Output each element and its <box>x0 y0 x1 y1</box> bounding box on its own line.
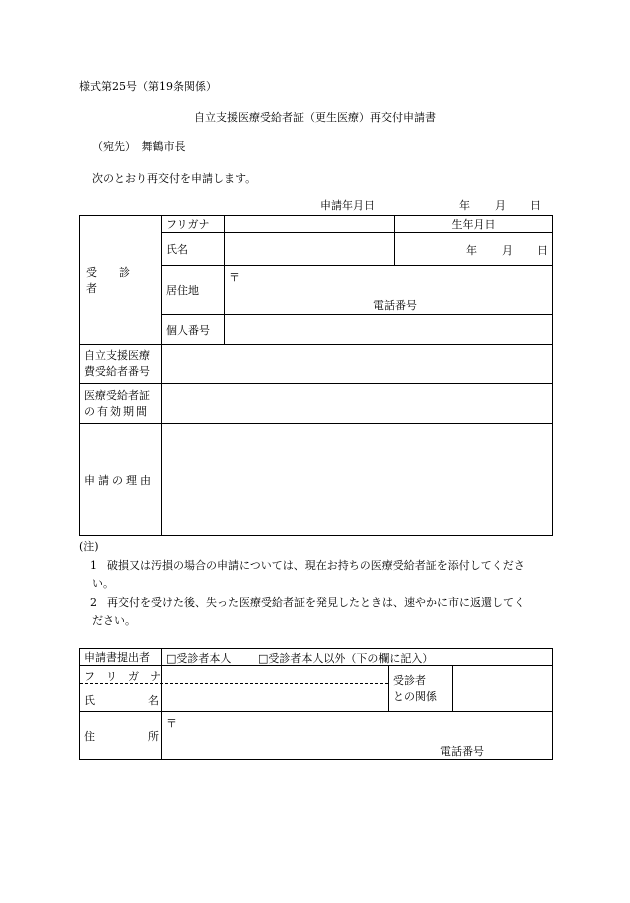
recipient-number-label: 自立支援医療 費受給者番号 <box>80 345 162 384</box>
submitter-postal-mark: 〒 <box>166 717 177 730</box>
patient-postal-mark: 〒 <box>229 271 240 284</box>
application-year-label: 年 <box>459 199 470 212</box>
birth-month-label: 月 <box>502 244 513 257</box>
submitter-phone-label: 電話番号 <box>440 745 484 758</box>
recipient-number-field[interactable] <box>162 345 553 384</box>
submitter-address-label: 住 所 <box>80 712 162 760</box>
notes-heading: (注) <box>79 540 99 553</box>
patient-furigana-field[interactable] <box>225 216 395 233</box>
application-month-label: 月 <box>495 199 506 212</box>
submitter-name-label: フ リ ガ ナ 氏 名 <box>80 666 162 712</box>
relation-field[interactable] <box>453 666 553 712</box>
form-number: 様式第25号（第19条関係） <box>79 80 217 93</box>
reason-field[interactable] <box>162 424 553 536</box>
reason-label: 申請の理由 <box>80 424 162 536</box>
personal-number-field[interactable] <box>225 315 553 345</box>
patient-birthdate-field[interactable] <box>395 233 553 266</box>
addressee: （宛先） 舞鶴市長 <box>92 140 186 153</box>
patient-birthdate-label: 生年月日 <box>395 216 553 233</box>
birth-year-label: 年 <box>466 244 477 257</box>
note-2-continuation: ださい。 <box>92 614 136 627</box>
submitter-address-field[interactable] <box>162 712 553 760</box>
patient-section-label: 受 診 者 <box>80 216 162 345</box>
note-1-number: 1 <box>90 559 97 572</box>
submitter-label: 申請書提出者 <box>80 649 162 666</box>
validity-period-label: 医療受給者証 の有効期間 <box>80 384 162 424</box>
option-self-checkbox[interactable]: □受診者本人 <box>166 652 232 665</box>
birth-day-label: 日 <box>537 244 548 257</box>
option-other-checkbox[interactable]: □受診者本人以外（下の欄に記入） <box>258 652 434 665</box>
patient-table <box>79 215 553 536</box>
note-2-text: 再交付を受けた後、失った医療受給者証を発見したときは、速やかに市に返還してく <box>107 596 525 609</box>
patient-furigana-label: フリガナ <box>162 216 225 233</box>
note-1-continuation: い。 <box>92 577 114 590</box>
patient-name-label: 氏名 <box>162 233 225 266</box>
application-date-label: 申請年月日 <box>320 199 375 212</box>
intro-text: 次のとおり再交付を申請します。 <box>92 172 257 185</box>
relation-label: 受診者 との関係 <box>389 666 453 712</box>
note-2-number: 2 <box>90 596 97 609</box>
submitter-table <box>79 648 553 760</box>
personal-number-label: 個人番号 <box>162 315 225 345</box>
patient-address-label: 居住地 <box>162 266 225 315</box>
patient-name-field[interactable] <box>225 233 395 266</box>
patient-address-field[interactable] <box>225 266 553 315</box>
note-1-text: 破損又は汚損の場合の申請については、現在お持ちの医療受給者証を添付してくださ <box>107 559 525 572</box>
submitter-name-field[interactable] <box>162 666 389 712</box>
submitter-options <box>162 649 553 666</box>
validity-period-field[interactable] <box>162 384 553 424</box>
patient-phone-label: 電話番号 <box>373 299 417 312</box>
form-title: 自立支援医療受給者証（更生医療）再交付申請書 <box>194 111 436 124</box>
application-day-label: 日 <box>530 199 541 212</box>
